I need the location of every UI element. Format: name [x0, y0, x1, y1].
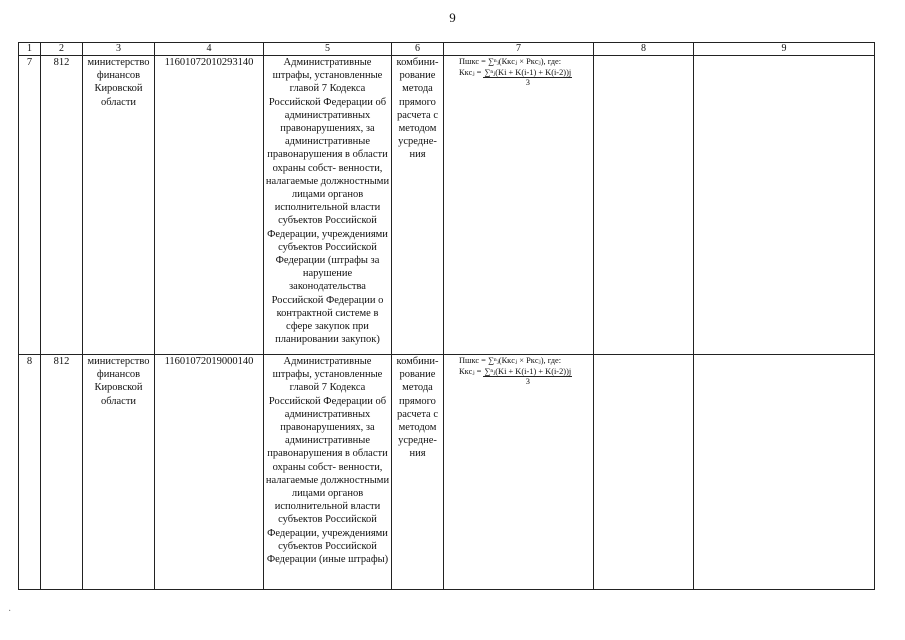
formula-main: Пшкс = ∑ⁿⱼ(Ккcⱼ × Ркcⱼ), где:: [459, 356, 562, 365]
column-header: 7: [444, 43, 594, 56]
row-number: 8: [19, 355, 41, 590]
column-9-cell: [694, 56, 875, 355]
formula: [445, 355, 592, 387]
column-9-cell: [694, 355, 875, 590]
formula-lhs: Ккcⱼ =: [459, 367, 482, 376]
revenue-description: Административные штрафы, установленные главой 7 Кодекса Российской Федерации об административных правонарушениях, за административные правонарушения в области охраны собст- венности, налагаемые должностными лицами органов исполнительной власти субъектов Российской Федерации, учреждениями субъектов Российской Федерации (иные штрафы): [264, 355, 392, 590]
column-header: 3: [83, 43, 155, 56]
column-header: 9: [694, 43, 875, 56]
formula-denominator: 3: [525, 377, 530, 386]
column-header: 8: [594, 43, 694, 56]
budget-classification-code: 11601072010293140: [155, 56, 264, 355]
forecast-method: комбини- рование метода прямого расчета с методом усредне- ния: [392, 355, 444, 590]
admin-code: 812: [41, 355, 83, 590]
formula-cell: [444, 355, 594, 590]
row-number: 7: [19, 56, 41, 355]
page-number: 9: [449, 10, 456, 25]
forecast-method: комбини- рование метода прямого расчета с методом усредне- ния: [392, 56, 444, 355]
scan-speck: ·: [8, 606, 12, 617]
column-header: 1: [19, 43, 41, 56]
revenue-forecast-table: [18, 42, 875, 590]
formula-numerator: ∑ⁿⱼ(Ki + K(i-1) + K(i-2))j: [484, 367, 572, 376]
administrator-name: министерство финансов Кировской области: [83, 56, 155, 355]
admin-code: 812: [41, 56, 83, 355]
formula-cell: [444, 56, 594, 355]
column-header: 6: [392, 43, 444, 56]
column-8-cell: [594, 56, 694, 355]
formula-numerator: ∑ⁿⱼ(Ki + K(i-1) + K(i-2))j: [484, 68, 572, 77]
column-header: 4: [155, 43, 264, 56]
table-row: [19, 355, 875, 590]
budget-classification-code: 11601072019000140: [155, 355, 264, 590]
formula-lhs: Ккcⱼ =: [459, 68, 482, 77]
formula-denominator: 3: [525, 78, 530, 87]
formula-main: Пшкс = ∑ⁿⱼ(Ккcⱼ × Ркcⱼ), где:: [459, 57, 562, 66]
column-header: 5: [264, 43, 392, 56]
revenue-description: Административные штрафы, установленные главой 7 Кодекса Российской Федерации об административных правонарушениях, за административные правонарушения в области охраны собст- венности, налагаемые должностными лицами органов исполнительной власти субъектов Российской Федерации, учреждениями субъектов Российской Федерации (штрафы за нарушение законодательства Российской Федерации о контрактной системе в сфере закупок при планировании закупок): [264, 56, 392, 355]
column-header: 2: [41, 43, 83, 56]
column-number-row: [19, 43, 875, 56]
formula: [445, 56, 592, 88]
table-row: [19, 56, 875, 355]
column-8-cell: [594, 355, 694, 590]
administrator-name: министерство финансов Кировской области: [83, 355, 155, 590]
